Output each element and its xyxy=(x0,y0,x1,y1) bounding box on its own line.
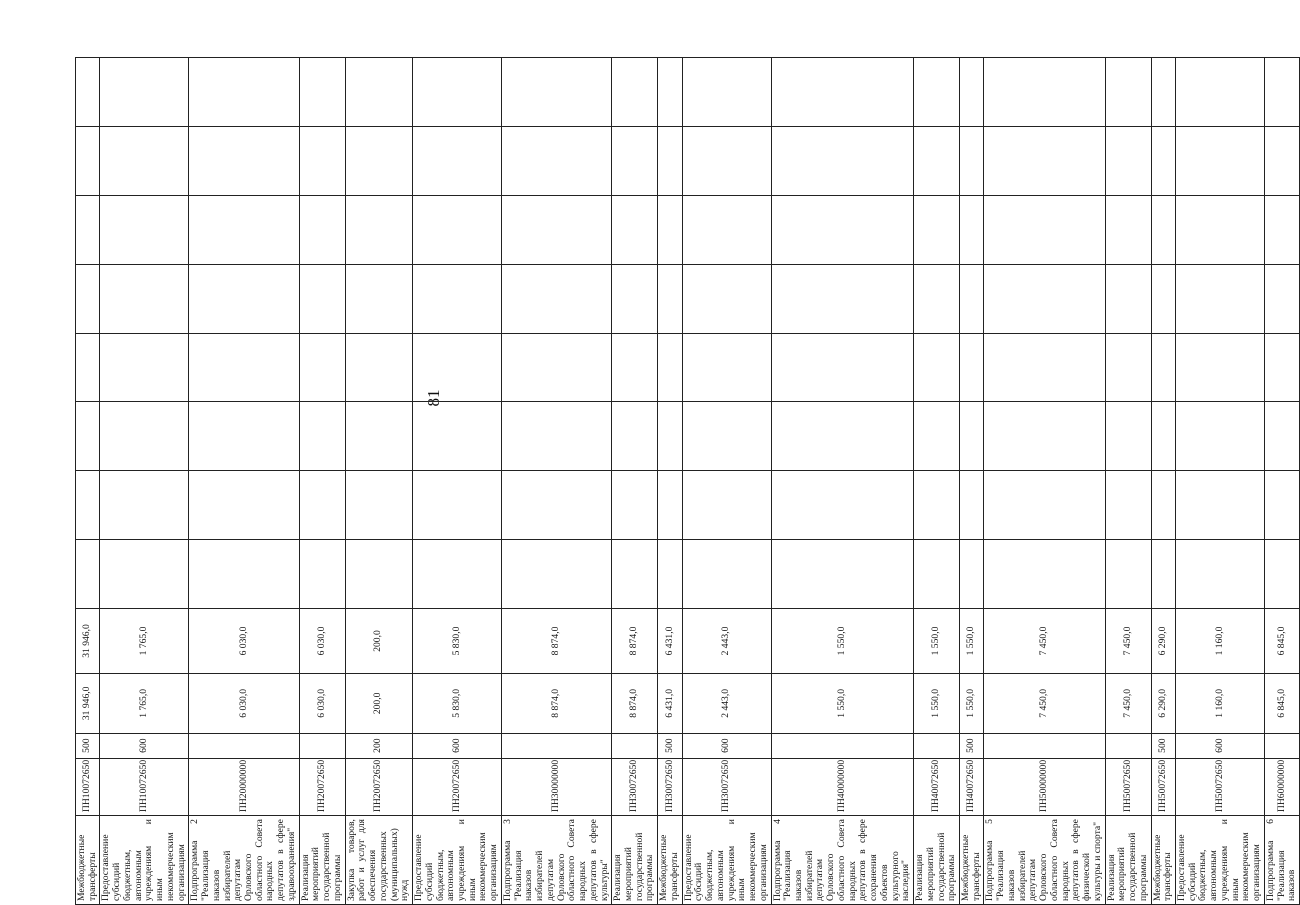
row-sum-2: 8 874,0 xyxy=(501,608,611,673)
empty-cell xyxy=(501,540,611,609)
empty-cell xyxy=(345,333,412,402)
row-vr xyxy=(1105,733,1151,758)
empty-cell xyxy=(299,471,345,540)
empty-cell xyxy=(612,195,658,264)
row-sum-1: 7 450,0 xyxy=(984,674,1105,734)
empty-cell xyxy=(960,264,984,333)
row-sum-2: 2 443,0 xyxy=(682,608,771,673)
empty-cell xyxy=(771,195,914,264)
empty-cell xyxy=(1105,333,1151,402)
table-row xyxy=(984,58,1105,905)
empty-cell xyxy=(612,540,658,609)
empty-cell xyxy=(960,471,984,540)
row-vr xyxy=(1264,733,1299,758)
page-number: 81 xyxy=(424,389,443,407)
empty-cell xyxy=(682,264,771,333)
empty-cell xyxy=(682,471,771,540)
empty-cell xyxy=(1151,540,1175,609)
row-vr: 500 xyxy=(658,733,682,758)
empty-cell xyxy=(914,195,960,264)
empty-cell xyxy=(76,58,100,127)
empty-cell xyxy=(1264,540,1299,609)
row-name: Межбюджетные трансферты xyxy=(76,816,100,905)
row-sum-1: 1 550,0 xyxy=(960,674,984,734)
row-code: ПН60000000 xyxy=(1264,758,1299,815)
row-code: ПН30000000 xyxy=(501,758,611,815)
empty-cell xyxy=(914,333,960,402)
empty-cell xyxy=(984,58,1105,127)
empty-cell xyxy=(771,126,914,195)
row-code: ПН30072650 xyxy=(612,758,658,815)
empty-cell xyxy=(658,471,682,540)
row-name: Реализация мероприятий государственной программы xyxy=(612,816,658,905)
empty-cell xyxy=(1175,58,1264,127)
row-vr xyxy=(771,733,914,758)
empty-cell xyxy=(501,402,611,471)
empty-cell xyxy=(984,402,1105,471)
row-sum-2: 6 431,0 xyxy=(658,608,682,673)
empty-cell xyxy=(299,264,345,333)
empty-cell xyxy=(76,264,100,333)
empty-cell xyxy=(1151,333,1175,402)
row-name: Закупка товаров, работ и услуг для обеспечения государственных (муниципальных) нужд xyxy=(345,816,412,905)
empty-cell xyxy=(1175,333,1264,402)
row-vr: 200 xyxy=(345,733,412,758)
row-name: Реализация мероприятий государственной программы xyxy=(914,816,960,905)
row-name: Подпрограмма 5 "Реализация наказов избирателей депутатам Орловского областного Совета народных депутатов в сфере физической культуры и спорта" xyxy=(984,816,1105,905)
row-sum-2: 7 450,0 xyxy=(1105,608,1151,673)
empty-cell xyxy=(658,402,682,471)
empty-cell xyxy=(1151,126,1175,195)
empty-cell xyxy=(189,126,299,195)
empty-cell xyxy=(771,333,914,402)
empty-cell xyxy=(501,264,611,333)
row-vr: 600 xyxy=(682,733,771,758)
row-sum-1: 1 550,0 xyxy=(771,674,914,734)
empty-cell xyxy=(100,264,189,333)
row-sum-2: 1 160,0 xyxy=(1175,608,1264,673)
table-row xyxy=(501,58,611,905)
row-sum-2: 1 765,0 xyxy=(100,608,189,673)
row-sum-1: 8 874,0 xyxy=(612,674,658,734)
empty-cell xyxy=(1105,264,1151,333)
row-sum-1: 5 830,0 xyxy=(413,674,502,734)
row-vr xyxy=(501,733,611,758)
row-code: ПН20072650 xyxy=(345,758,412,815)
empty-cell xyxy=(501,195,611,264)
empty-cell xyxy=(914,126,960,195)
empty-cell xyxy=(914,471,960,540)
row-vr xyxy=(984,733,1105,758)
empty-cell xyxy=(345,471,412,540)
empty-cell xyxy=(413,264,502,333)
empty-cell xyxy=(501,333,611,402)
empty-cell xyxy=(612,333,658,402)
row-sum-1: 6 030,0 xyxy=(299,674,345,734)
empty-cell xyxy=(1151,195,1175,264)
empty-cell xyxy=(984,195,1105,264)
empty-cell xyxy=(960,126,984,195)
table-row xyxy=(771,58,914,905)
row-sum-2: 6 290,0 xyxy=(1151,608,1175,673)
row-vr xyxy=(612,733,658,758)
row-vr: 600 xyxy=(1175,733,1264,758)
empty-cell xyxy=(1151,58,1175,127)
empty-cell xyxy=(189,195,299,264)
row-name: Подпрограмма 2 "Реализация наказов избирателей депутатам Орловского областного Совета народных депутатов в сфере здравоохранения" xyxy=(189,816,299,905)
row-name: Предоставление субсидий бюджетным, автономным учреждениям и иным некоммерческим организациям xyxy=(1175,816,1264,905)
empty-cell xyxy=(984,126,1105,195)
empty-cell xyxy=(1105,471,1151,540)
empty-cell xyxy=(960,402,984,471)
empty-cell xyxy=(960,58,984,127)
empty-cell xyxy=(1264,264,1299,333)
empty-cell xyxy=(1105,195,1151,264)
empty-cell xyxy=(345,540,412,609)
table-row xyxy=(1264,58,1299,905)
table-row xyxy=(1175,58,1264,905)
row-sum-1: 31 946,0 xyxy=(76,674,100,734)
empty-cell xyxy=(658,58,682,127)
empty-cell xyxy=(413,126,502,195)
empty-cell xyxy=(682,540,771,609)
empty-cell xyxy=(771,471,914,540)
row-vr: 500 xyxy=(960,733,984,758)
empty-cell xyxy=(682,333,771,402)
empty-cell xyxy=(612,126,658,195)
row-name: Межбюджетные трансферты xyxy=(960,816,984,905)
table-row xyxy=(682,58,771,905)
empty-cell xyxy=(1105,126,1151,195)
empty-cell xyxy=(501,58,611,127)
table-row xyxy=(100,58,189,905)
empty-cell xyxy=(960,195,984,264)
empty-cell xyxy=(100,540,189,609)
row-name: Предоставление субсидий бюджетным, автономным учреждениям и иным некоммерческим организациям xyxy=(682,816,771,905)
empty-cell xyxy=(413,402,502,471)
empty-cell xyxy=(612,58,658,127)
row-code: ПН50072650 xyxy=(1151,758,1175,815)
row-code: ПН20072650 xyxy=(413,758,502,815)
row-sum-2: 1 550,0 xyxy=(914,608,960,673)
table-row xyxy=(914,58,960,905)
row-code: ПН50072650 xyxy=(1175,758,1264,815)
row-vr xyxy=(299,733,345,758)
row-code: ПН50000000 xyxy=(984,758,1105,815)
empty-cell xyxy=(658,126,682,195)
empty-cell xyxy=(612,402,658,471)
empty-cell xyxy=(984,471,1105,540)
empty-cell xyxy=(76,195,100,264)
row-sum-1: 6 030,0 xyxy=(189,674,299,734)
row-code: ПН10072650 xyxy=(100,758,189,815)
row-sum-2: 5 830,0 xyxy=(413,608,502,673)
empty-cell xyxy=(100,471,189,540)
row-name: Реализация мероприятий государственной программы xyxy=(299,816,345,905)
empty-cell xyxy=(76,471,100,540)
empty-cell xyxy=(1175,264,1264,333)
row-name: Подпрограмма 6 "Реализация наказов xyxy=(1264,816,1299,905)
empty-cell xyxy=(345,58,412,127)
empty-cell xyxy=(1264,195,1299,264)
table-row xyxy=(612,58,658,905)
empty-cell xyxy=(612,264,658,333)
empty-cell xyxy=(1264,126,1299,195)
empty-cell xyxy=(413,58,502,127)
empty-cell xyxy=(76,540,100,609)
table-row xyxy=(960,58,984,905)
empty-cell xyxy=(771,402,914,471)
row-sum-1: 6 290,0 xyxy=(1151,674,1175,734)
row-vr xyxy=(189,733,299,758)
empty-cell xyxy=(76,333,100,402)
row-name: Предоставление субсидий бюджетным, автономным учреждениям и иным некоммерческим организациям xyxy=(100,816,189,905)
empty-cell xyxy=(960,540,984,609)
empty-cell xyxy=(299,333,345,402)
row-sum-1: 8 874,0 xyxy=(501,674,611,734)
empty-cell xyxy=(658,540,682,609)
row-vr xyxy=(914,733,960,758)
empty-cell xyxy=(682,402,771,471)
row-code: ПН30072650 xyxy=(658,758,682,815)
empty-cell xyxy=(984,540,1105,609)
empty-cell xyxy=(189,264,299,333)
empty-cell xyxy=(100,126,189,195)
empty-cell xyxy=(1105,402,1151,471)
empty-cell xyxy=(682,126,771,195)
empty-cell xyxy=(1175,540,1264,609)
table-row xyxy=(413,58,502,905)
row-sum-2: 7 450,0 xyxy=(984,608,1105,673)
empty-cell xyxy=(771,540,914,609)
empty-cell xyxy=(682,195,771,264)
empty-cell xyxy=(1175,471,1264,540)
empty-cell xyxy=(1264,333,1299,402)
empty-cell xyxy=(1151,402,1175,471)
empty-cell xyxy=(501,471,611,540)
row-code: ПН40072650 xyxy=(914,758,960,815)
empty-cell xyxy=(1264,58,1299,127)
row-sum-2: 6 845,0 xyxy=(1264,608,1299,673)
table-row xyxy=(1151,58,1175,905)
row-name: Реализация мероприятий государственной программы xyxy=(1105,816,1151,905)
empty-cell xyxy=(1264,402,1299,471)
table-row xyxy=(658,58,682,905)
empty-cell xyxy=(76,126,100,195)
empty-cell xyxy=(100,58,189,127)
row-sum-2: 1 550,0 xyxy=(771,608,914,673)
empty-cell xyxy=(658,264,682,333)
empty-cell xyxy=(299,58,345,127)
empty-cell xyxy=(1151,264,1175,333)
empty-cell xyxy=(1105,540,1151,609)
empty-cell xyxy=(413,540,502,609)
row-code: ПН20072650 xyxy=(299,758,345,815)
empty-cell xyxy=(1175,195,1264,264)
row-sum-2: 31 946,0 xyxy=(76,608,100,673)
table-row xyxy=(299,58,345,905)
table-row xyxy=(76,58,100,905)
empty-cell xyxy=(345,126,412,195)
row-code: ПН50072650 xyxy=(1105,758,1151,815)
row-vr: 500 xyxy=(1151,733,1175,758)
empty-cell xyxy=(299,195,345,264)
empty-cell xyxy=(189,402,299,471)
empty-cell xyxy=(771,58,914,127)
row-code: ПН40072650 xyxy=(960,758,984,815)
row-code: ПН30072650 xyxy=(682,758,771,815)
empty-cell xyxy=(100,333,189,402)
empty-cell xyxy=(501,126,611,195)
row-sum-1: 200,0 xyxy=(345,674,412,734)
row-name: Межбюджетные трансферты xyxy=(658,816,682,905)
empty-cell xyxy=(189,540,299,609)
row-vr: 600 xyxy=(413,733,502,758)
row-sum-2: 8 874,0 xyxy=(612,608,658,673)
empty-cell xyxy=(100,195,189,264)
empty-cell xyxy=(682,58,771,127)
row-code: ПН10072650 xyxy=(76,758,100,815)
row-sum-2: 6 030,0 xyxy=(189,608,299,673)
table-row xyxy=(345,58,412,905)
empty-cell xyxy=(984,264,1105,333)
row-sum-2: 200,0 xyxy=(345,608,412,673)
empty-cell xyxy=(914,264,960,333)
row-sum-1: 6 431,0 xyxy=(658,674,682,734)
empty-cell xyxy=(299,126,345,195)
row-sum-1: 1 550,0 xyxy=(914,674,960,734)
empty-cell xyxy=(1175,126,1264,195)
row-sum-1: 7 450,0 xyxy=(1105,674,1151,734)
budget-table-body xyxy=(76,58,1300,905)
empty-cell xyxy=(299,540,345,609)
row-name: Предоставление субсидий бюджетным, автономным учреждениям и иным некоммерческим организациям xyxy=(413,816,502,905)
empty-cell xyxy=(1264,471,1299,540)
empty-cell xyxy=(189,58,299,127)
empty-cell xyxy=(345,402,412,471)
row-code: ПН40000000 xyxy=(771,758,914,815)
row-name: Межбюджетные трансферты xyxy=(1151,816,1175,905)
empty-cell xyxy=(100,402,189,471)
empty-cell xyxy=(413,195,502,264)
empty-cell xyxy=(345,264,412,333)
empty-cell xyxy=(345,195,412,264)
empty-cell xyxy=(189,333,299,402)
table-row xyxy=(1105,58,1151,905)
row-sum-1: 1 765,0 xyxy=(100,674,189,734)
empty-cell xyxy=(1151,471,1175,540)
budget-table xyxy=(75,57,1300,905)
row-name: Подпрограмма 3 "Реализация наказов избирателей депутатам Орловского областного Совета народных депутатов в сфере культуры" xyxy=(501,816,611,905)
row-vr: 500 xyxy=(76,733,100,758)
row-sum-2: 1 550,0 xyxy=(960,608,984,673)
empty-cell xyxy=(189,471,299,540)
empty-cell xyxy=(658,333,682,402)
empty-cell xyxy=(914,58,960,127)
empty-cell xyxy=(299,402,345,471)
empty-cell xyxy=(658,195,682,264)
empty-cell xyxy=(76,402,100,471)
empty-cell xyxy=(984,333,1105,402)
row-name: Подпрограмма 4 "Реализация наказов избирателей депутатам Орловского областного Совета народных депутатов в сфере сохранения объектов культурного наследия" xyxy=(771,816,914,905)
row-sum-1: 1 160,0 xyxy=(1175,674,1264,734)
row-sum-2: 6 030,0 xyxy=(299,608,345,673)
row-code: ПН20000000 xyxy=(189,758,299,815)
row-vr: 600 xyxy=(100,733,189,758)
empty-cell xyxy=(1105,58,1151,127)
row-sum-1: 6 845,0 xyxy=(1264,674,1299,734)
empty-cell xyxy=(1175,402,1264,471)
table-row xyxy=(189,58,299,905)
empty-cell xyxy=(960,333,984,402)
empty-cell xyxy=(413,333,502,402)
row-sum-1: 2 443,0 xyxy=(682,674,771,734)
empty-cell xyxy=(612,471,658,540)
empty-cell xyxy=(914,402,960,471)
empty-cell xyxy=(771,264,914,333)
empty-cell xyxy=(914,540,960,609)
empty-cell xyxy=(413,471,502,540)
